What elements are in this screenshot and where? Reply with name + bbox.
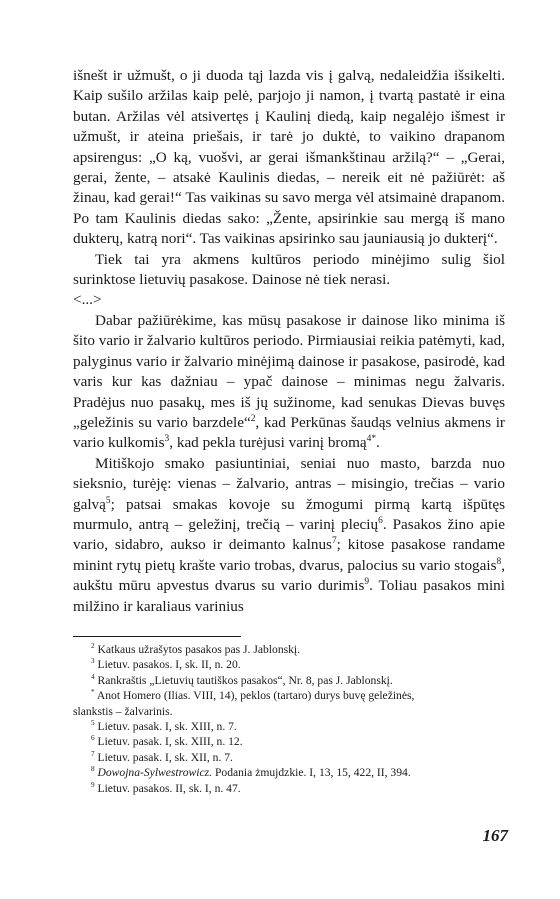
footnote-star — [73, 688, 505, 703]
paragraph-3-text: , kad Perkūnas šaudąs velnius akmens ir vario kulkomis — [73, 413, 505, 452]
page-body — [73, 66, 505, 617]
paragraph-2: Tiek tai yra akmens kultūros periodo minėjimo sulig šiol surinktose lietuvių pasakose. Dainose nė tiek nerasi. — [73, 250, 505, 289]
footnote-divider — [73, 636, 241, 637]
footnote-9 — [73, 781, 505, 796]
footnote-ref-4: 4* — [366, 434, 377, 445]
footnote-7 — [73, 750, 505, 765]
footnote-text: Rankraštis „Lietuvių tautiškos pasakos“, Nr. 8, pas J. Jablonskį. — [97, 673, 393, 687]
paragraph-4 — [73, 454, 505, 617]
paragraph-4-text: , aukštu mūru apvestus dvarus su vario durimis — [73, 556, 505, 595]
footnote-5 — [73, 719, 505, 734]
footnote-6 — [73, 734, 505, 749]
footnote-text: Lietuv. pasakos. I, sk. II, n. 20. — [97, 658, 241, 672]
footnote-text: Lietuv. pasakos. II, sk. I, n. 47. — [97, 781, 241, 795]
footnote-ref-7: 7 — [331, 536, 337, 547]
footnote-mark: 6 — [91, 734, 95, 743]
paragraph-1: išnešt ir užmušt, o ji duoda tąj lazda vis į galvą, nedaleidžia išsikelti. Kaip sušilo aržilas kaip pelė, parjojo ji namon, į tvartą pastatė ir eina butan. Aržilas vėl atsivertęs į Kaulinį diedą, kaip negalėjo išmest ir užmušt, ir ateina priešais, ir tarė jo duktė, to vaikino drapanom apsirengus: „O ką, vuošvi, ar gerai išmankštinau aržilą?“ – „Gerai, gerai, žente, – atsakė Kaulinis diedas, – nereik eit nė pažiūrėt: aš žinau, kad gerai!“ Tas vaikinas su savo merga vėl atsimainė drapanom. Po tam Kaulinis diedas sako: „Žente, apsirinkie sau mergą iš mano dukterų, katrą nori“. Tas vaikinas apsirinko sau jauniausią jo dukterį“. — [73, 67, 505, 248]
footnote-text: Anot Homero (Ilias. VIII, 14), peklos (tartaro) durys buvę geležinės, — [96, 689, 415, 703]
footnote-mark: 9 — [91, 780, 95, 789]
footnote-text: Lietuv. pasak. I, sk. XII, n. 7. — [97, 750, 233, 764]
footnote-ref-8: 8 — [496, 556, 502, 567]
footnote-text: Lietuv. pasak. I, sk. XIII, n. 7. — [97, 720, 237, 734]
footnote-ref-9: 9 — [364, 577, 370, 588]
footnote-text: slankstis – žalvarinis. — [73, 704, 173, 718]
footnote-text: Katkaus užrašytos pasakos pas J. Jablonskį. — [97, 643, 301, 656]
footnote-mark: 2 — [91, 642, 95, 651]
paragraph-4-text: Mitiškojo smako pasiuntiniai, seniai nuo masto, barzda nuo sieksnio, turėję: vienas – žalvario, antras – misingio, trečias – vario galvą — [73, 454, 505, 513]
footnote-mark: 7 — [91, 749, 95, 758]
paragraph-4-text: . Toliau pasakos mini milžino ir karaliaus varinius — [73, 577, 505, 615]
paragraph-4-text: ; patsai smakas kovoje su žmogumi pirmą kartą išpūtęs murmulo, antrą – geležinį, trečią – varinį plecių — [73, 495, 505, 533]
footnote-mark: 3 — [91, 657, 95, 666]
footnote-mark: 8 — [91, 765, 95, 774]
paragraph-4-text: . Pasakos žino apie vario, sidabro, aukso ir deimanto kalnus — [73, 515, 505, 554]
paragraph-3-text: . — [376, 434, 380, 452]
footnotes — [73, 642, 505, 796]
footnote-mark: * — [91, 688, 95, 697]
footnote-4 — [73, 673, 505, 688]
footnote-author: Dowojna-Sylwestrowicz. — [97, 766, 213, 780]
paragraph-3-text: , kad pekla turėjusi varinį bromą — [169, 434, 367, 452]
footnote-ref-2: 2 — [250, 413, 256, 424]
footnote-text: Lietuv. pasak. I, sk. XIII, n. 12. — [97, 735, 243, 749]
footnote-ref-3: 3 — [164, 434, 170, 445]
footnote-mark: 4 — [91, 672, 95, 681]
footnote-8 — [73, 765, 505, 780]
footnote-text: Podania żmujdzkie. I, 13, 15, 422, II, 394. — [212, 766, 411, 780]
paragraph-4-text: ; kitose pasakose randame minint rytų pietų krašte vario trobas, dvarus, palocius su vario stogais — [73, 536, 505, 574]
paragraph-3-text: Dabar pažiūrėkime, kas mūsų pasakose ir dainose liko minima iš šito vario ir žalvario kultūros periodo. Pirmiausiai reikia patėmyti, kad, palyginus vario ir žalvario minėjimą dainose ir pasakose, pasirodė, kad varis kur kas dažniau – ypač dainose – minimas negu žalvaris. Pradėjus nuo pasakų, mes iš jų sužinome, kad senukas Dievas buvęs „geležinis su vario barzdele“ — [73, 311, 505, 431]
footnote-ref-5: 5 — [105, 495, 111, 506]
footnote-ref-6: 6 — [378, 515, 383, 526]
footnote-2 — [73, 642, 505, 657]
footnote-star-continuation — [73, 704, 505, 719]
omission-mark: <...> — [73, 291, 102, 309]
footnote-mark: 5 — [91, 719, 95, 728]
page-number: 167 — [482, 826, 508, 845]
paragraph-3 — [73, 311, 505, 454]
footnote-3 — [73, 657, 505, 672]
